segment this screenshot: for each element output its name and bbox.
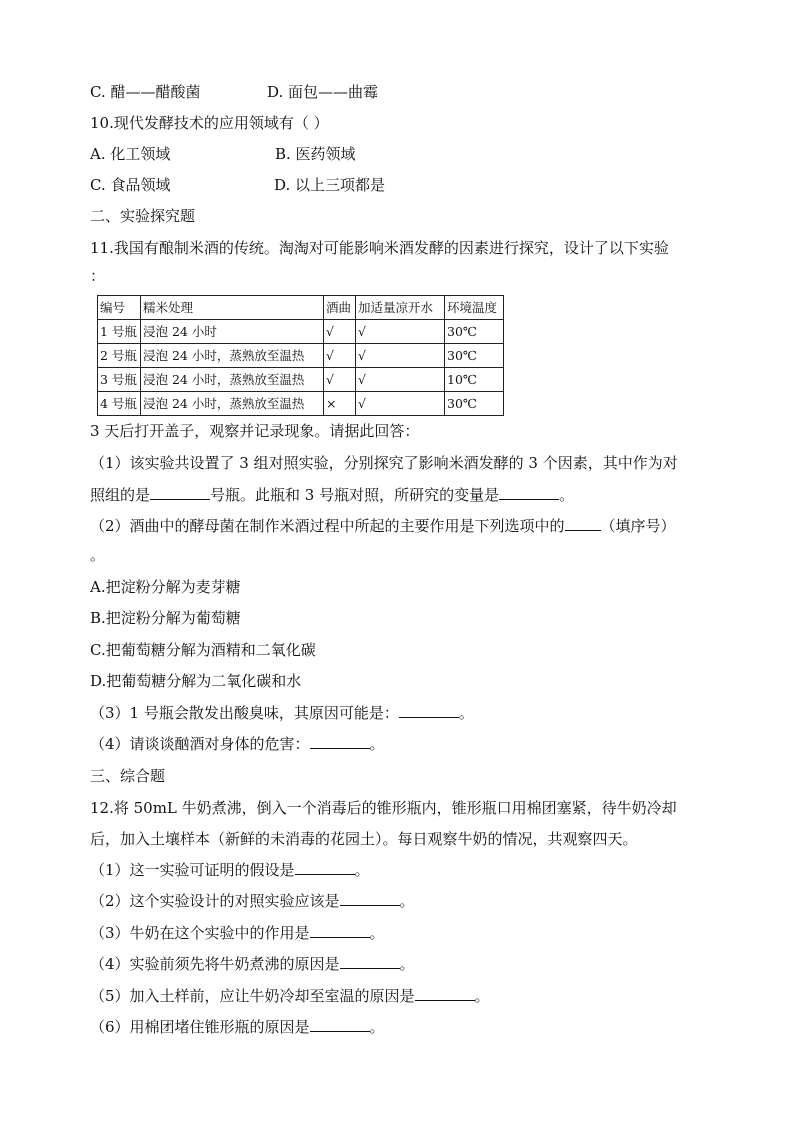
text: （2）酒曲中的酵母菌在制作米酒过程中所起的主要作用是下列选项中的 [90,517,565,535]
table-cell: 30℃ [445,320,504,344]
text: （4）实验前须先将牛奶煮沸的原因是 [90,955,340,973]
table-cell: 30℃ [445,344,504,368]
answer-blank[interactable] [310,923,370,938]
q12-stem-line2: 后，加入土壤样本（新鲜的未消毒的花园土）。每日观察牛奶的情况，共观察四天。 [90,830,638,848]
q11-option-b: B.把淀粉分解为葡萄糖 [90,609,241,627]
q11-stem-line2: ： [90,267,106,285]
q12-part2 [90,891,415,911]
q12-part4 [90,954,415,974]
q10-option-c: C. 食品领域 [90,176,171,194]
table-cell: 10℃ [445,368,504,392]
text: （2）这个实验设计的对照实验应该是 [90,892,340,910]
q12-part6 [90,1017,385,1037]
answer-blank[interactable] [310,734,370,749]
text: 。 [369,924,385,942]
answer-blank[interactable] [340,891,400,906]
table-header-cell: 环境温度 [445,296,504,320]
answer-blank[interactable] [415,986,475,1001]
text: （3）1 号瓶会散发出酸臭味，其原因可能是： [90,704,399,722]
q12-part3 [90,923,385,943]
text: （3）牛奶在这个实验中的作用是 [90,924,310,942]
table-cell: 浸泡 24 小时 [141,320,324,344]
q9-option-d: D. 面包——曲霉 [267,83,379,101]
text: （5）加入土样前，应让牛奶冷却至室温的原因是 [90,987,415,1005]
text: 。 [399,955,415,973]
text: 照组的是 [90,486,151,504]
table-header-cell: 编号 [98,296,141,320]
answer-blank[interactable] [340,954,400,969]
q11-part1-line1: （1）该实验共设置了 3 组对照实验，分别探究了影响米酒发酵的 3 个因素，其中作为对 [90,454,678,472]
answer-blank[interactable] [499,485,559,500]
q11-part1-line2 [90,485,574,505]
q11-part3 [90,703,474,723]
table-cell: 浸泡 24 小时，蒸熟放至温热 [141,392,324,416]
answer-blank[interactable] [399,703,459,718]
table-row [98,392,504,416]
q11-option-c: C.把葡萄糖分解为酒精和二氧化碳 [90,641,316,659]
table-cell: 30℃ [445,392,504,416]
q11-after-table: 3 天后打开盖子，观察并记录现象。请据此回答： [90,422,420,440]
table-cell: √ [356,344,445,368]
table-header-row [98,296,504,320]
text: （1）这一实验可证明的假设是 [90,861,295,879]
answer-blank[interactable] [565,516,601,531]
table-header-cell: 加适量凉开水 [356,296,445,320]
table-header-cell: 糯米处理 [141,296,324,320]
section-3-heading: 三、综合题 [90,767,166,785]
section-2-heading: 二、实验探究题 [90,207,196,225]
text: 。 [458,704,474,722]
text: （4）请谈谈酗酒对身体的危害： [90,735,310,753]
q12-part1 [90,860,370,880]
table-cell: √ [324,344,356,368]
q9-option-c: C. 醋——醋酸菌 [90,83,201,101]
answer-blank[interactable] [295,860,355,875]
table-row [98,344,504,368]
q11-option-a: A.把淀粉分解为麦芽糖 [90,578,241,596]
table-cell: √ [356,320,445,344]
table-cell: √ [324,368,356,392]
q10-option-b: B. 医药领域 [275,145,356,163]
text: 。 [369,1018,385,1036]
text: 。 [559,486,575,504]
text: 号瓶。此瓶和 3 号瓶对照，所研究的变量是 [210,486,500,504]
table-row [98,320,504,344]
table-cell: 浸泡 24 小时，蒸熟放至温热 [141,368,324,392]
q10-option-a: A. 化工领域 [90,145,171,163]
q11-option-d: D.把葡萄糖分解为二氧化碳和水 [90,672,302,690]
text: 。 [354,861,370,879]
table-cell: √ [356,392,445,416]
q11-stem-line1: 11.我国有酿制米酒的传统。淘淘对可能影响米酒发酵的因素进行探究，设计了以下实验 [90,239,669,257]
answer-blank[interactable] [310,1017,370,1032]
text: （6）用棉团堵住锥形瓶的原因是 [90,1018,310,1036]
answer-blank[interactable] [150,485,210,500]
table-cell: 2 号瓶 [98,344,141,368]
q11-part2-line2: 。 [90,546,106,564]
q12-part5 [90,986,490,1006]
text: 。 [369,735,385,753]
experiment-table [97,295,504,416]
table-cell: 3 号瓶 [98,368,141,392]
table-cell: × [324,392,356,416]
text: 。 [474,987,490,1005]
table-cell: 浸泡 24 小时，蒸熟放至温热 [141,344,324,368]
q12-stem-line1: 12.将 50mL 牛奶煮沸，倒入一个消毒后的锥形瓶内，锥形瓶口用棉团塞紧，待牛奶冷却 [90,799,677,817]
table-row [98,368,504,392]
text: （填序号） [600,517,676,535]
table-header-cell: 酒曲 [324,296,356,320]
table-cell: 4 号瓶 [98,392,141,416]
table-cell: 1 号瓶 [98,320,141,344]
q11-part4 [90,734,385,754]
table-cell: √ [356,368,445,392]
q10-option-d: D. 以上三项都是 [274,176,386,194]
q10-stem: 10.现代发酵技术的应用领域有（ ） [90,114,329,132]
table-cell: √ [324,320,356,344]
text: 。 [399,892,415,910]
q11-part2-line1 [90,516,676,536]
